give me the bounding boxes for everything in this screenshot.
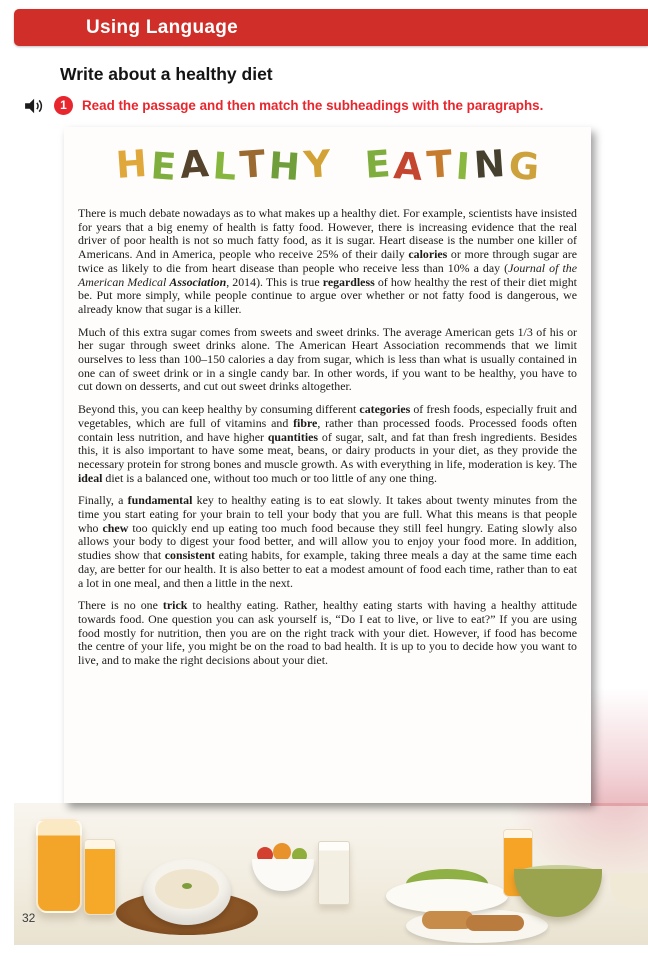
unit-banner-title: Using Language: [86, 17, 238, 38]
passage-paragraph: There is no one trick to healthy eating. Rather, healthy eating starts with having a healthy attitude towards food. One question you can ask yourself is, “Do I eat to live, or live to eat?” If you are using food mostly for nutrition, then you are on the right track with your diet. However, if food has become the centre of your life, you might be on the road to bad health. It is up to you to decide how you want to live, and to make the right decisions about your diet.: [78, 598, 577, 668]
section-heading: Write about a healthy diet: [60, 64, 273, 84]
fruit-bowl: [252, 859, 314, 891]
activity-row: [24, 96, 628, 115]
title-letter: H: [267, 143, 302, 190]
title-letter: A: [392, 144, 425, 189]
title-letter: A: [178, 142, 210, 187]
photo-bleed-edge: [590, 688, 648, 806]
porridge: [155, 869, 219, 909]
title-letter: Y: [302, 142, 333, 187]
title-letter: T: [425, 142, 454, 187]
bread-slice-2: [466, 915, 524, 931]
passage-paragraph: There is much debate nowadays as to what makes up a healthy diet. For example, scientists have insisted for years that a big enemy of health is fatty food. However, there is increasing evidence that the real driver of poor health is not so much fatty food, as it is sugar. Heart disease is the number one killer of Americans. And in America, people who receive 25% of their daily calories or more through sugar are twice as likely to die from heart disease than people who receive less than 10% a day (Journal of the American Medical Association, 2014). This is true regardless of how healthy the rest of their diet might be. Put more simply, while people continue to argue over whether or not fatty food is dangerous, we already know that sugar is a killer.: [78, 206, 577, 316]
breakfast-photo: [14, 803, 648, 945]
title-letter: E: [148, 144, 178, 189]
title-letter: T: [238, 142, 267, 187]
title-letter: N: [472, 141, 507, 188]
milk-glass: [318, 841, 350, 905]
title-letter: E: [363, 142, 392, 187]
passage-title: [78, 143, 577, 195]
side-bowl: [610, 873, 648, 909]
passage-paragraph: Much of this extra sugar comes from sweets and sweet drinks. The average American gets 1/3 of his or her sugar through sweet drinks alone. The American Heart Association recommends that we limit ourselves to less than 100–150 calories a day from sugar, which is less than what is usually contained in one can of sweet drink or in a single candy bar. In other words, if you want to be healthy, you have to cut down on desserts, and cut out sweet drinks altogether.: [78, 324, 577, 394]
page-number: 32: [22, 911, 36, 925]
passage-paragraph: Finally, a fundamental key to healthy eating is to eat slowly. It takes about twenty minutes from the time you start eating for your brain to tell your body that you are full. What this means is that people who chew too quickly end up eating too much food because they still feel hungry. Eating slowly also allows your body to digest your food better, and will allow you to enjoy your food more. In addition, studies show that consistent eating habits, for example, taking three meals a day at the same time each day, are better for our health. It is also better to eat a modest amount of food each time, rather than to eat a lot in one meal, and then a little in the next.: [78, 493, 577, 590]
green-bowl: [514, 869, 602, 917]
passage-paragraph: Beyond this, you can keep healthy by consuming different categories of fresh foods, especially fruit and vegetables, which are full of vitamins and fibre, rather than processed foods. Processed foods often contain less nutrition, and have higher quantities of sugar, salt, and fat than fresh ingredients. Besides this, it is also important to have some meat, beans, or dairy products in your diet, as they provide the necessary protein for strong bones and muscle growth. As with everything in life, moderation is key. The ideal diet is a balanced one, without too much or too little of any one thing.: [78, 402, 577, 485]
activity-instruction: Read the passage and then match the subheadings with the paragraphs.: [82, 98, 544, 113]
unit-banner: [14, 9, 648, 46]
title-letter: [335, 178, 361, 180]
speaker-icon: [24, 97, 46, 115]
activity-number-badge: 1: [54, 96, 73, 115]
salad-plate: [386, 879, 508, 913]
passage-card: [64, 127, 591, 803]
garnish-leaf: [182, 883, 192, 889]
title-letter: G: [507, 143, 541, 190]
title-letter: L: [210, 144, 238, 189]
title-letter: I: [454, 144, 472, 189]
orange-juice-jug: [36, 819, 82, 913]
orange-juice-glass-left: [84, 839, 116, 915]
passage-body: [78, 207, 577, 668]
title-letter: H: [114, 141, 149, 188]
